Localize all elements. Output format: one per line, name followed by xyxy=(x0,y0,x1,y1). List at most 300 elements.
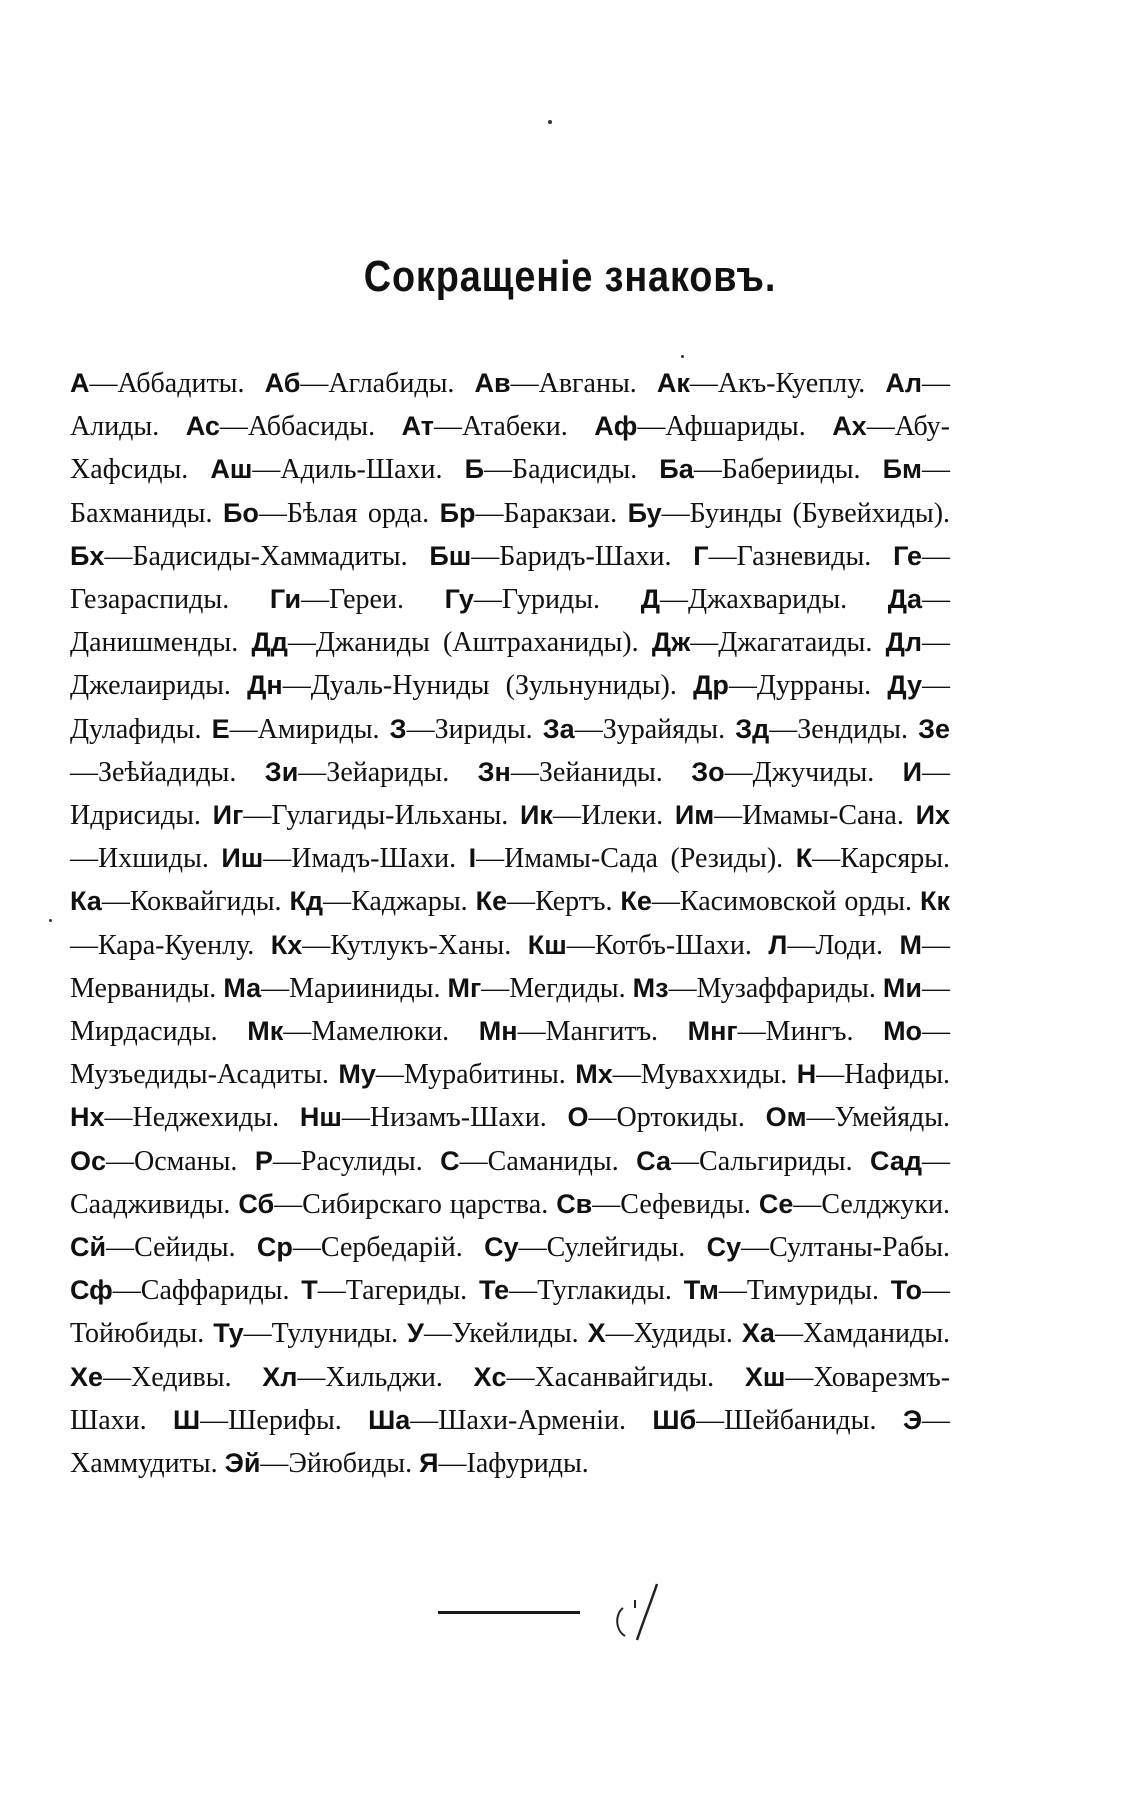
separator-dash: — xyxy=(518,1232,547,1264)
abbreviation-code: Т xyxy=(301,1275,318,1306)
dynasty-name: Бахманиды. xyxy=(70,497,213,529)
separator-dash: — xyxy=(459,1145,488,1177)
abbreviation-entry xyxy=(338,1059,565,1090)
abbreviation-code: Ш xyxy=(173,1404,201,1435)
separator-dash: — xyxy=(287,627,316,659)
abbreviation-code: Кх xyxy=(270,929,303,960)
dynasty-name: Каджары. xyxy=(351,886,468,918)
abbreviation-code: Сф xyxy=(70,1275,113,1306)
abbreviation-code: Мк xyxy=(247,1016,284,1047)
abbreviation-entry xyxy=(210,454,442,485)
separator-dash: — xyxy=(922,584,951,616)
abbreviation-entry xyxy=(70,1232,236,1263)
abbreviation-entry xyxy=(289,886,467,917)
dynasty-name: Бѣлая орда. xyxy=(286,497,430,529)
separator-dash: — xyxy=(323,886,352,918)
abbreviation-entry xyxy=(567,1102,744,1133)
dynasty-name: Муваххиды. xyxy=(640,1059,788,1091)
abbreviation-entry xyxy=(70,1275,289,1306)
abbreviation-entry xyxy=(265,757,449,788)
dynasty-name: Саффариды. xyxy=(140,1275,290,1307)
abbreviation-code: Св xyxy=(556,1188,593,1219)
abbreviation-entry xyxy=(528,930,752,961)
separator-dash: — xyxy=(787,929,816,961)
abbreviation-entry xyxy=(70,541,408,572)
separator-dash: — xyxy=(301,584,330,616)
abbreviation-code: Я xyxy=(419,1448,439,1479)
dynasty-name: Аббадиты. xyxy=(117,368,245,399)
abbreviation-entry xyxy=(223,498,429,529)
abbreviation-entry xyxy=(407,1318,579,1349)
separator-dash: — xyxy=(769,713,798,745)
dynasty-name: Гереи. xyxy=(329,584,404,616)
dynasty-name: Мирдасиды. xyxy=(70,1016,218,1048)
dynasty-name: Зеѣйадиды. xyxy=(98,756,237,788)
separator-dash: — xyxy=(106,1145,135,1177)
separator-dash: — xyxy=(70,929,98,961)
abbreviation-entry xyxy=(556,1189,751,1220)
dynasty-name: Кара-Куенлу. xyxy=(98,929,255,961)
separator-dash: — xyxy=(283,1016,312,1048)
separator-dash: — xyxy=(272,1145,301,1177)
separator-dash: — xyxy=(741,1232,770,1264)
abbreviation-code: Хе xyxy=(70,1361,104,1392)
dynasty-name: Хаммудиты. xyxy=(70,1448,218,1480)
separator-dash: — xyxy=(510,368,539,399)
abbreviation-entry xyxy=(707,1232,950,1263)
abbreviation-code: Хл xyxy=(262,1361,298,1392)
dynasty-name: Саманиды. xyxy=(487,1145,619,1177)
abbreviation-code: Хш xyxy=(744,1361,786,1392)
abbreviation-code: Сб xyxy=(238,1188,275,1219)
dynasty-name: Худиды. xyxy=(633,1318,733,1350)
abbreviation-code: Ат xyxy=(401,411,434,442)
dynasty-name: Тойюбиды. xyxy=(70,1318,205,1350)
abbreviation-code: То xyxy=(890,1275,923,1306)
abbreviation-code: Аб xyxy=(264,368,301,398)
dynasty-name: Буинды (Бувейхиды). xyxy=(689,497,951,529)
abbreviation-entry xyxy=(469,843,784,874)
abbreviation-code: З xyxy=(389,713,407,744)
separator-dash: — xyxy=(922,1145,951,1177)
abbreviation-code: Им xyxy=(674,800,715,831)
separator-dash: — xyxy=(922,627,950,659)
dynasty-name: Дуаль-Нуниды (Зульнуниды). xyxy=(310,670,677,702)
dynasty-name: Джелаириды. xyxy=(70,670,231,702)
abbreviation-entry xyxy=(252,627,639,658)
separator-dash: — xyxy=(229,713,258,745)
abbreviation-entry xyxy=(70,1362,232,1393)
abbreviation-code: Ке xyxy=(620,886,652,917)
abbreviation-code: Шб xyxy=(652,1404,697,1435)
dynasty-name: Султаны-Рабы. xyxy=(769,1232,951,1264)
abbreviation-code: Ос xyxy=(70,1145,107,1176)
abbreviation-entry xyxy=(70,1102,279,1133)
dynasty-name: Джагатаиды. xyxy=(718,627,873,659)
abbreviation-entry xyxy=(257,1232,463,1263)
abbreviation-entry xyxy=(429,541,671,572)
abbreviation-code: А xyxy=(70,368,90,398)
abbreviation-code: Кд xyxy=(289,886,324,917)
dynasty-name: Сефевиды. xyxy=(620,1188,751,1220)
abbreviation-code: О xyxy=(567,1102,589,1133)
dynasty-name: Сулейгиды. xyxy=(546,1232,686,1264)
abbreviation-entry xyxy=(575,1059,787,1090)
page-title: Сокращеніе знаковъ. xyxy=(363,252,777,301)
abbreviation-code: Бр xyxy=(439,497,476,528)
dynasty-name: Гулагиды-Ильханы. xyxy=(271,800,509,832)
dynasty-name: Шейбаниды. xyxy=(724,1404,877,1436)
dynasty-name: Баберииды. xyxy=(721,454,861,486)
abbreviation-code: М xyxy=(899,929,923,960)
abbreviation-code: За xyxy=(542,713,575,744)
abbreviation-code: Зн xyxy=(477,756,511,787)
separator-dash: — xyxy=(423,1318,452,1350)
separator-dash: — xyxy=(922,670,950,702)
dynasty-name: Селджуки. xyxy=(821,1188,951,1220)
dynasty-name: Адиль-Шахи. xyxy=(280,454,443,486)
abbreviation-entry xyxy=(70,886,282,917)
separator-dash: — xyxy=(651,886,680,918)
abbreviation-entry xyxy=(440,498,618,529)
separator-dash: — xyxy=(922,454,951,486)
abbreviation-code: Мз xyxy=(632,972,669,1003)
dynasty-name: Сербедарій. xyxy=(320,1232,463,1264)
abbreviation-code: Мо xyxy=(883,1016,923,1047)
abbreviation-entry xyxy=(657,368,865,399)
dynasty-name: Сейиды. xyxy=(134,1232,236,1264)
abbreviation-code: Ма xyxy=(223,972,262,1003)
dynasty-name: Коквайгиды. xyxy=(129,886,282,918)
separator-dash: — xyxy=(714,800,743,832)
dynasty-name: Данишменды. xyxy=(70,627,239,659)
separator-dash: — xyxy=(263,843,292,875)
dynasty-name: Марииниды. xyxy=(289,972,441,1004)
abbreviation-code: Мн xyxy=(478,1016,518,1047)
abbreviation-code: Ак xyxy=(656,368,690,398)
dynasty-name: Алиды. xyxy=(70,411,160,443)
separator-dash: — xyxy=(922,368,951,399)
separator-dash: — xyxy=(793,1188,822,1220)
separator-dash: — xyxy=(274,1188,303,1220)
dynasty-name: Дурраны. xyxy=(756,670,872,702)
separator-dash: — xyxy=(70,843,98,875)
abbreviation-entry xyxy=(212,714,380,745)
abbreviation-code: Ом xyxy=(765,1102,807,1133)
dynasty-name: Авганы. xyxy=(538,368,637,399)
abbreviation-entry xyxy=(301,1275,467,1306)
abbreviation-code: Кш xyxy=(527,929,567,960)
abbreviation-entry xyxy=(255,1146,423,1177)
abbreviation-entry xyxy=(270,584,404,615)
separator-dash: — xyxy=(406,713,435,745)
abbreviation-entry xyxy=(265,368,455,399)
abbreviation-code: Бу xyxy=(627,497,662,528)
dynasty-name: Акъ-Куеплу. xyxy=(717,368,866,399)
dynasty-name: Низамъ-Шахи. xyxy=(369,1102,547,1134)
abbreviation-entry xyxy=(652,627,873,658)
abbreviation-code: Ал xyxy=(885,368,923,398)
abbreviation-code: Нш xyxy=(299,1102,342,1133)
separator-dash: — xyxy=(438,1448,467,1480)
abbreviation-code: Мг xyxy=(447,972,482,1003)
abbreviation-code: Дн xyxy=(247,670,283,701)
abbreviation-entry xyxy=(693,541,871,572)
abbreviation-entry xyxy=(247,670,677,701)
abbreviation-code: Ка xyxy=(70,886,102,917)
abbreviation-code: Бо xyxy=(222,497,259,528)
abbreviation-code: Да xyxy=(887,584,923,615)
separator-dash: — xyxy=(243,1318,272,1350)
dynasty-name: Илеки. xyxy=(580,800,664,832)
separator-dash: — xyxy=(922,756,951,788)
separator-dash: — xyxy=(261,972,290,1004)
dynasty-name: Имамы-Сада (Резиды). xyxy=(504,843,784,875)
abbreviation-code: Р xyxy=(254,1145,273,1176)
abbreviation-code: Зе xyxy=(918,713,951,744)
abbreviation-entry xyxy=(543,714,725,745)
handwritten-mark xyxy=(605,1578,695,1648)
abbreviation-code: Бм xyxy=(882,454,923,485)
dynasty-name: Шахи-Арменіи. xyxy=(438,1404,626,1436)
separator-dash: — xyxy=(774,1318,803,1350)
dynasty-name: Джахвариды. xyxy=(687,584,848,616)
abbreviation-entry xyxy=(300,1102,547,1133)
dynasty-name: Касимовской орды. xyxy=(679,886,913,918)
separator-dash: — xyxy=(302,929,331,961)
abbreviation-code: К xyxy=(795,843,813,874)
abbreviation-code: Ге xyxy=(893,540,923,571)
abbreviation-code: Д xyxy=(640,584,660,615)
dynasty-name: Зурайяды. xyxy=(602,713,726,745)
abbreviation-entry xyxy=(652,1405,876,1436)
abbreviation-entry xyxy=(70,368,245,399)
separator-dash: — xyxy=(612,1059,641,1091)
abbreviation-entry xyxy=(221,843,456,874)
abbreviation-code: Дл xyxy=(885,627,922,658)
abbreviation-code: С xyxy=(440,1145,460,1176)
abbreviation-code: Ав xyxy=(474,368,511,398)
abbreviation-code: Ср xyxy=(256,1232,293,1263)
separator-dash: — xyxy=(292,1232,321,1264)
abbreviation-entry xyxy=(247,1016,449,1047)
abbreviation-code: Др xyxy=(693,670,729,701)
abbreviation-code: Г xyxy=(693,540,709,571)
separator-dash: — xyxy=(659,584,688,616)
separator-dash: — xyxy=(297,1361,326,1393)
separator-dash: — xyxy=(103,1361,132,1393)
separator-dash: — xyxy=(434,411,462,443)
dynasty-name: Ихшиды. xyxy=(98,843,209,875)
abbreviation-code: Ту xyxy=(213,1318,244,1349)
dynasty-name: Баридъ-Шахи. xyxy=(499,540,672,572)
abbreviation-code: Э xyxy=(902,1404,923,1435)
separator-dash: — xyxy=(70,756,98,788)
abbreviation-code: Е xyxy=(211,713,230,744)
abbreviation-code: Х xyxy=(587,1318,606,1349)
dynasty-name: Тимуриды. xyxy=(746,1275,879,1307)
abbreviation-entry xyxy=(688,1016,854,1047)
separator-dash: — xyxy=(258,497,287,529)
separator-dash: — xyxy=(104,540,133,572)
separator-dash: — xyxy=(690,627,719,659)
abbreviation-entry xyxy=(419,1448,589,1479)
dynasty-name: Мурабитины. xyxy=(403,1059,566,1091)
abbreviation-entry xyxy=(659,454,860,485)
separator-dash: — xyxy=(104,1102,133,1134)
abbreviation-code: Ми xyxy=(882,972,923,1003)
abbreviation-entry xyxy=(620,886,912,917)
dynasty-name: Сибирскаго царства. xyxy=(302,1188,549,1220)
abbreviation-entry xyxy=(641,584,847,615)
separator-dash: — xyxy=(737,1016,766,1048)
abbreviation-entry xyxy=(213,1318,398,1349)
abbreviation-code: Дж xyxy=(651,627,691,658)
dynasty-name: Саадживиды. xyxy=(70,1188,231,1220)
separator-dash: — xyxy=(282,670,311,702)
dynasty-name: Ортокиды. xyxy=(616,1102,745,1134)
abbreviation-code: Ха xyxy=(741,1318,775,1349)
abbreviation-entry xyxy=(768,930,883,961)
abbreviation-code: Дд xyxy=(251,627,288,658)
dynasty-name: Абу-Хафсиды. xyxy=(70,411,951,486)
dynasty-name: Афшариды. xyxy=(665,411,806,443)
dynasty-name: Бадисиды-Хаммадиты. xyxy=(132,540,408,572)
abbreviation-entry xyxy=(368,1405,626,1436)
separator-dash: — xyxy=(693,454,722,486)
abbreviation-entry xyxy=(173,1405,342,1436)
abbreviation-code: Зи xyxy=(264,756,299,787)
abbreviation-entry xyxy=(759,1189,950,1220)
dynasty-name: Имамы-Сана. xyxy=(742,800,904,832)
abbreviation-code: Ша xyxy=(368,1404,411,1435)
separator-dash: — xyxy=(298,756,327,788)
dynasty-name: Эйюбиды. xyxy=(288,1448,413,1480)
abbreviation-entry xyxy=(479,1016,658,1047)
abbreviation-code: Ик xyxy=(520,800,553,831)
abbreviation-code: И xyxy=(902,756,923,787)
dynasty-name: Хасанвайгиды. xyxy=(534,1361,715,1393)
abbreviation-code: Иг xyxy=(212,800,244,831)
abbreviation-code: Кк xyxy=(920,886,950,917)
dynasty-name: Зейариды. xyxy=(326,756,450,788)
abbreviation-entry xyxy=(402,411,568,442)
abbreviation-entry xyxy=(271,930,511,961)
abbreviation-code: Ги xyxy=(269,584,302,615)
abbreviation-code: Ба xyxy=(659,454,694,485)
abbreviation-entry xyxy=(445,584,600,615)
dynasty-name: Укейлиды. xyxy=(451,1318,579,1350)
dynasty-name: Зендиды. xyxy=(797,713,908,745)
separator-dash: — xyxy=(718,1275,747,1307)
dynasty-name: Мангитъ. xyxy=(545,1016,659,1048)
abbreviation-code: Са xyxy=(636,1145,672,1176)
abbreviation-entry xyxy=(223,973,440,1004)
abbreviation-entry xyxy=(735,714,908,745)
separator-dash: — xyxy=(728,670,757,702)
separator-dash: — xyxy=(112,1275,141,1307)
abbreviation-code: Н xyxy=(796,1059,817,1090)
abbreviation-entry xyxy=(390,714,533,745)
separator-dash: — xyxy=(588,1102,617,1134)
abbreviation-entry xyxy=(465,454,638,485)
dynasty-name: Тагериды. xyxy=(345,1275,468,1307)
abbreviation-code: Тм xyxy=(683,1275,719,1306)
abbreviation-entry xyxy=(70,1146,237,1177)
abbreviation-code: Ду xyxy=(887,670,922,701)
separator-dash: — xyxy=(510,756,539,788)
separator-dash: — xyxy=(671,1145,700,1177)
dynasty-name: Ховарезмъ-Шахи. xyxy=(70,1361,951,1436)
abbreviation-entry xyxy=(478,757,663,788)
separator-dash: — xyxy=(866,411,895,443)
dynasty-name: Туглакиды. xyxy=(537,1275,672,1307)
dynasty-name: Бадисиды. xyxy=(512,454,638,486)
dynasty-name: Зейаниды. xyxy=(538,756,663,788)
abbreviation-entry xyxy=(766,1102,950,1133)
separator-dash: — xyxy=(219,411,248,443)
separator-dash: — xyxy=(484,454,512,486)
separator-dash: — xyxy=(816,1059,845,1091)
separator-dash: — xyxy=(260,1448,289,1480)
abbreviation-entry xyxy=(448,973,626,1004)
abbreviation-entry xyxy=(474,1362,715,1393)
abbreviation-entry xyxy=(796,843,950,874)
dynasty-name: Карсяры. xyxy=(840,843,951,875)
abbreviation-entry xyxy=(225,1448,413,1479)
abbreviation-code: Л xyxy=(768,929,788,960)
dynasty-name: Расулиды. xyxy=(300,1145,423,1177)
separator-dash: — xyxy=(106,1232,135,1264)
dynasty-name: Атабеки. xyxy=(462,411,568,443)
dynasty-name: Мингъ. xyxy=(765,1016,854,1048)
abbreviation-code: У xyxy=(407,1318,424,1349)
separator-dash: — xyxy=(509,1275,538,1307)
separator-dash: — xyxy=(243,800,272,832)
separator-dash: — xyxy=(475,497,504,529)
dynasty-name: Мамелюки. xyxy=(311,1016,450,1048)
abbreviation-entry xyxy=(633,973,876,1004)
abbreviation-code: Ке xyxy=(475,886,508,917)
separator-dash: — xyxy=(317,1275,346,1307)
abbreviation-code: Ас xyxy=(185,411,220,442)
print-speck xyxy=(49,919,52,922)
separator-dash: — xyxy=(696,1404,725,1436)
dynasty-name: Тулуниды. xyxy=(271,1318,399,1350)
abbreviation-entry xyxy=(262,1362,443,1393)
separator-dash: — xyxy=(200,1404,229,1436)
separator-dash: — xyxy=(481,972,510,1004)
abbreviation-code: Сад xyxy=(870,1145,923,1176)
abbreviation-code: Аш xyxy=(210,454,253,485)
separator-dash: — xyxy=(517,1016,546,1048)
abbreviation-code: Сй xyxy=(70,1232,107,1263)
abbreviation-code: Су xyxy=(706,1232,742,1263)
separator-dash: — xyxy=(922,540,951,572)
separator-dash: — xyxy=(341,1102,370,1134)
abbreviation-code: Се xyxy=(758,1188,794,1219)
abbreviation-entry xyxy=(440,1146,619,1177)
dynasty-name: Газневиды. xyxy=(736,540,872,572)
separator-dash: — xyxy=(552,800,581,832)
dynasty-name: Мегдиды. xyxy=(509,972,626,1004)
abbreviation-entry xyxy=(797,1059,950,1090)
dynasty-name: Музаффариды. xyxy=(696,972,876,1004)
dynasty-name: Неджехиды. xyxy=(132,1102,280,1134)
abbreviation-code: Бш xyxy=(429,540,472,571)
abbreviation-entry xyxy=(476,886,613,917)
dynasty-name: Шерифы. xyxy=(228,1404,342,1436)
